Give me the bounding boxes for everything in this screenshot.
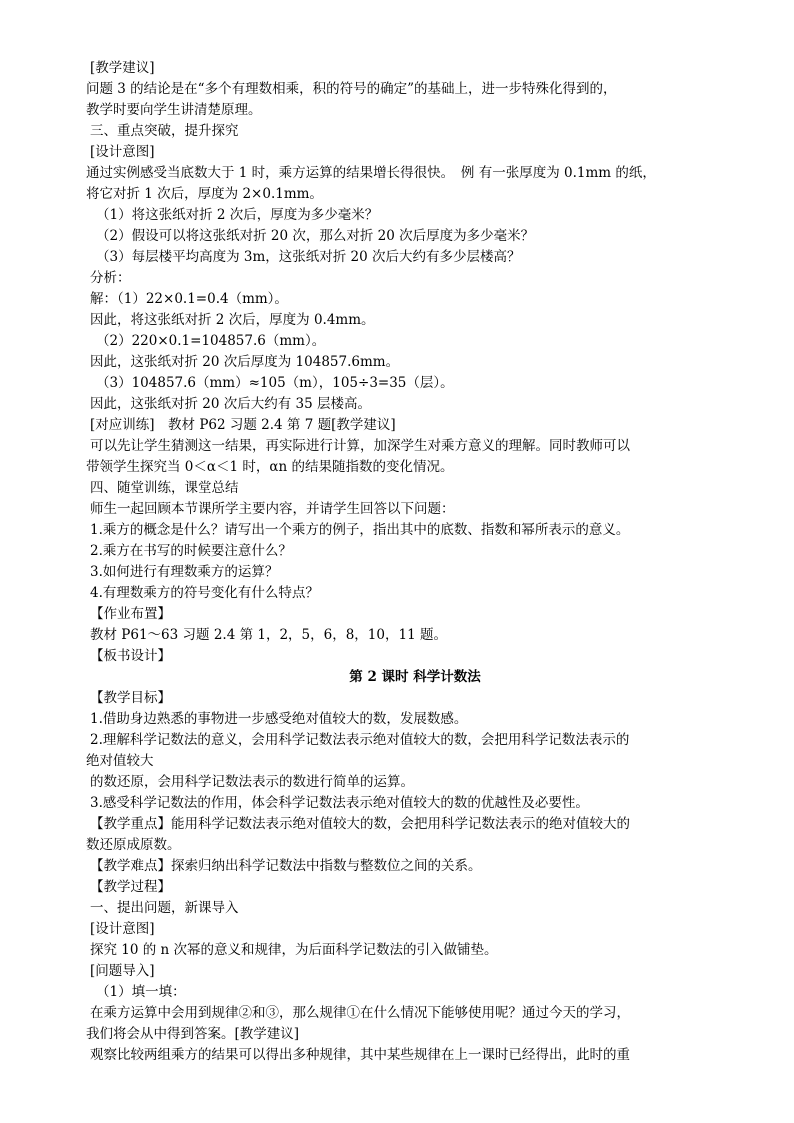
paragraph-line: 带领学生探究当 0＜α＜1 时，αn 的结果随指数的变化情况。 bbox=[86, 459, 454, 475]
question-item: 2.乘方在书写的时候要注意什么？ bbox=[90, 543, 292, 559]
question-intro-label: [问题导入] bbox=[90, 963, 155, 979]
difficulty-line: 【教学难点】探索归纳出科学记数法中指数与整数位之间的关系。 bbox=[90, 858, 482, 874]
paragraph-line: 师生一起回顾本节课所学主要内容，并请学生回答以下问题： bbox=[90, 501, 455, 517]
design-intent-label: [设计意图] bbox=[90, 144, 155, 160]
paragraph-line: 问题 3 的结论是在“多个有理数相乘，积的符号的确定”的基础上，进一步特殊化得到的， bbox=[86, 81, 617, 97]
solution-line: （2）220×0.1=104857.6（mm）。 bbox=[96, 333, 326, 349]
solution-line: 因此，这张纸对折 20 次后大约有 35 层楼高。 bbox=[90, 396, 372, 412]
section-heading: 一、提出问题，新课导入 bbox=[90, 900, 239, 916]
section-heading: 三、重点突破，提升探究 bbox=[90, 123, 239, 139]
process-label: 【教学过程】 bbox=[90, 879, 171, 895]
goal-item: 的数还原，会用科学记数法表示的数进行简单的运算。 bbox=[90, 774, 414, 790]
question-item: 1.乘方的概念是什么？请写出一个乘方的例子，指出其中的底数、指数和幂所表示的意义。 bbox=[90, 522, 630, 538]
question-item: 4.有理数乘方的符号变化有什么特点？ bbox=[90, 585, 319, 601]
solution-line: 因此，这张纸对折 20 次后厚度为 104857.6mm。 bbox=[90, 354, 400, 370]
paragraph-line: 在乘方运算中会用到规律②和③，那么规律①在什么情况下能够使用呢？通过今天的学习， bbox=[90, 1005, 630, 1021]
question-item: （2）假设可以将这张纸对折 20 次，那么对折 20 次后厚度为多少毫米？ bbox=[96, 228, 535, 244]
question-item: （1）填一填： bbox=[96, 984, 186, 1000]
section-heading: 四、随堂训练，课堂总结 bbox=[90, 480, 239, 496]
paragraph-line: 教材 P61～63 习题 2.4 第 1，2，5，6，8，10，11 题。 bbox=[90, 627, 447, 643]
lesson-title: 第 2 课时 科学计数法 bbox=[349, 669, 481, 685]
paragraph-line: 将它对折 1 次后，厚度为 2×0.1mm。 bbox=[86, 186, 323, 202]
paragraph-line: 观察比较两组乘方的结果可以得出多种规律，其中某些规律在上一课时已经得出，此时的重 bbox=[90, 1047, 630, 1063]
teaching-suggestion-label: [教学建议] bbox=[90, 60, 155, 76]
paragraph-line: 探究 10 的 n 次幂的意义和规律，为后面科学记数法的引入做铺垫。 bbox=[90, 942, 498, 958]
homework-label: 【作业布置】 bbox=[90, 606, 171, 622]
design-intent-label: [设计意图] bbox=[90, 921, 155, 937]
paragraph-line: 我们将会从中得到答案。[教学建议] bbox=[86, 1026, 300, 1042]
solution-line: （3）104857.6（mm）≈105（m），105÷3=35（层）。 bbox=[96, 375, 454, 391]
goal-item: 绝对值较大 bbox=[86, 753, 154, 769]
question-item: （1）将这张纸对折 2 次后，厚度为多少毫米？ bbox=[96, 207, 379, 223]
key-point-line: 【教学重点】能用科学记数法表示绝对值较大的数，会把用科学记数法表示的绝对值较大的 bbox=[90, 816, 630, 832]
question-item: （3）每层楼平均高度为 3m，这张纸对折 20 次后大约有多少层楼高？ bbox=[96, 249, 521, 265]
paragraph-line: 可以先让学生猜测这一结果，再实际进行计算，加深学生对乘方意义的理解。同时教师可以 bbox=[90, 438, 630, 454]
question-item: 3.如何进行有理数乘方的运算？ bbox=[90, 564, 279, 580]
paragraph-line: 教学时要向学生讲清楚原理。 bbox=[86, 102, 262, 118]
paragraph-line: 通过实例感受当底数大于 1 时，乘方运算的结果增长得很快。 例 有一张厚度为 0.1mm 的纸， bbox=[86, 165, 656, 181]
document-page bbox=[86, 58, 740, 1066]
goal-item: 1.借助身边熟悉的事物进一步感受绝对值较大的数，发展数感。 bbox=[90, 711, 468, 727]
solution-line: 解：（1）22×0.1=0.4（mm）。 bbox=[90, 291, 288, 307]
key-point-line: 数还原成原数。 bbox=[86, 837, 181, 853]
goal-item: 2.理解科学记数法的意义，会用科学记数法表示绝对值较大的数，会把用科学记数法表示的 bbox=[90, 732, 630, 748]
teaching-goals-label: 【教学目标】 bbox=[90, 690, 171, 706]
goal-item: 3.感受科学记数法的作用，体会科学记数法表示绝对值较大的数的优越性及必要性。 bbox=[90, 795, 589, 811]
board-design-label: 【板书设计】 bbox=[90, 648, 171, 664]
training-label: [对应训练] 教材 P62 习题 2.4 第 7 题[教学建议] bbox=[90, 417, 396, 433]
solution-line: 因此，将这张纸对折 2 次后，厚度为 0.4mm。 bbox=[90, 312, 375, 328]
analysis-label: 分析： bbox=[90, 270, 131, 286]
